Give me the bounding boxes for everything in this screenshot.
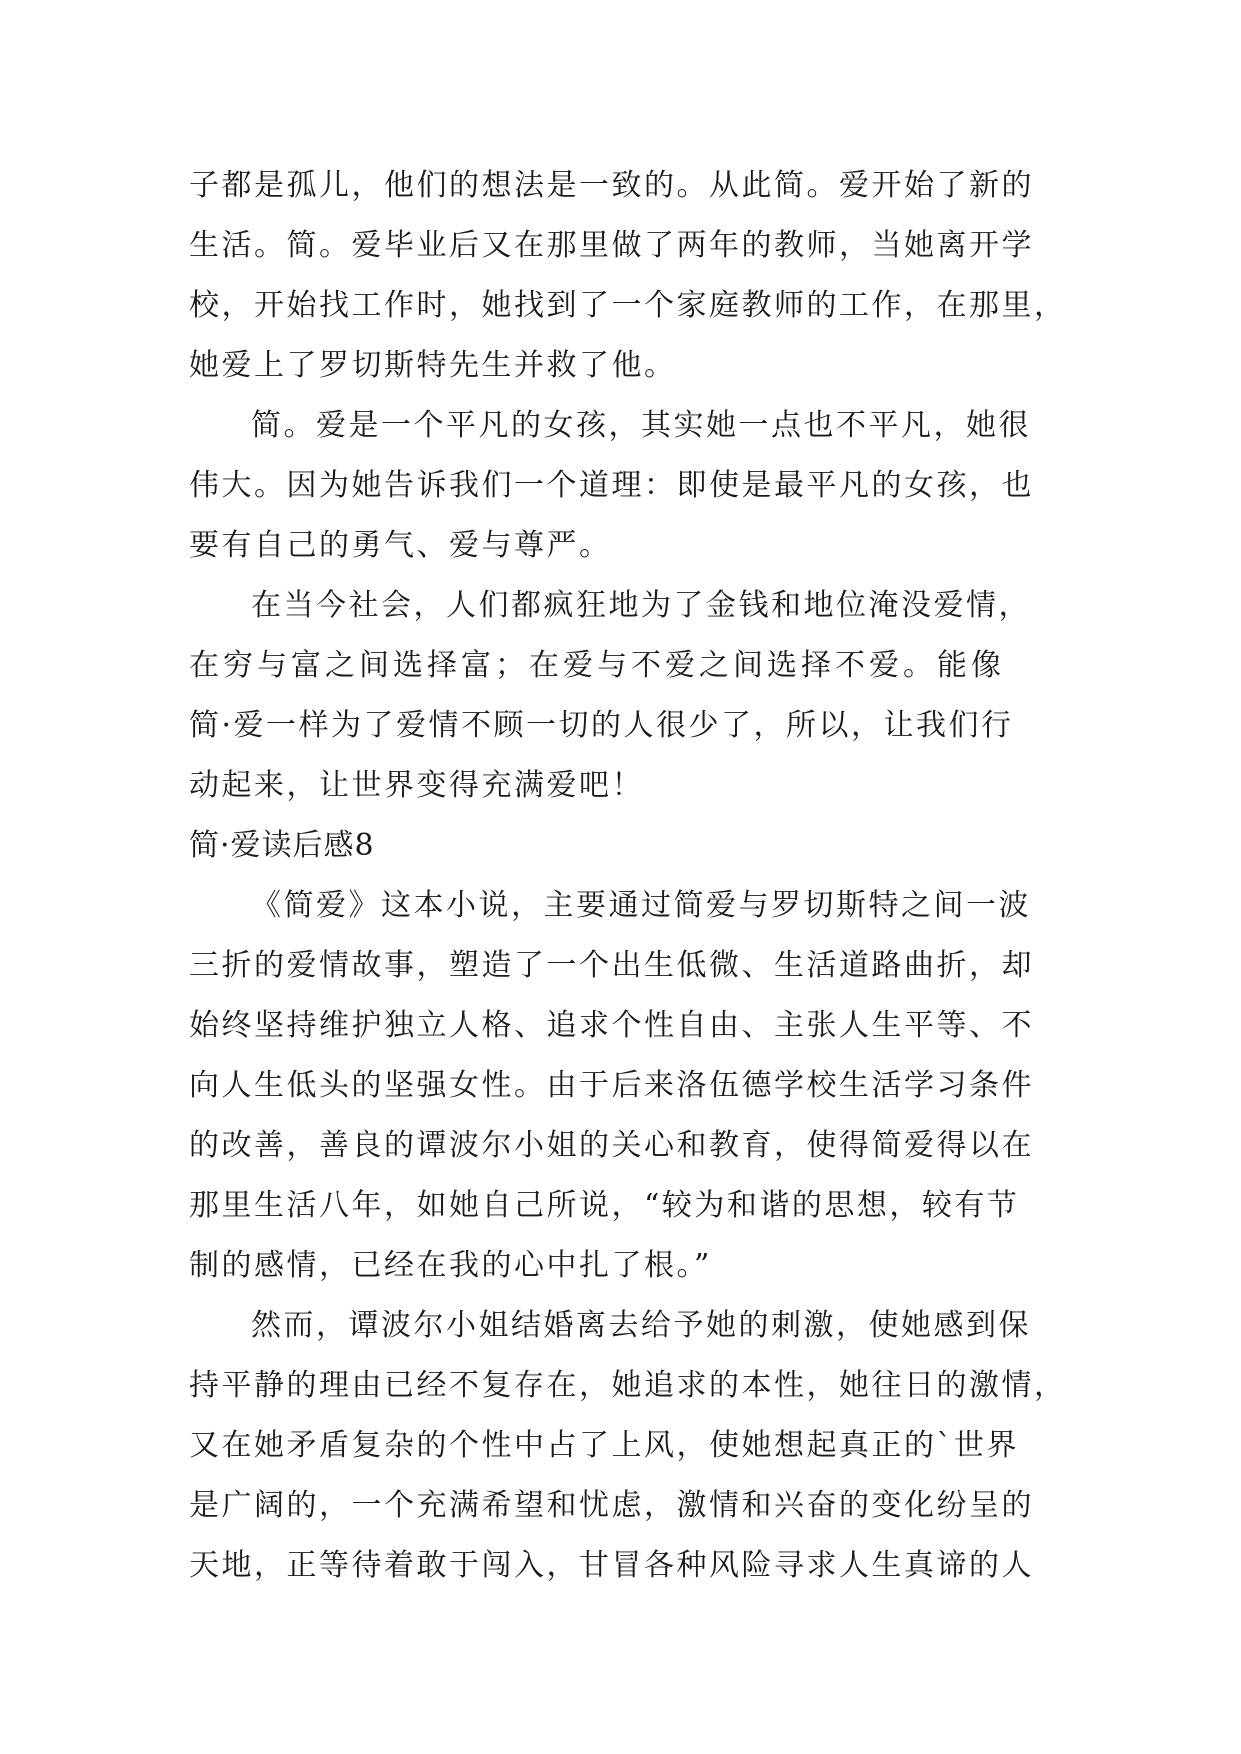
paragraph-line: 校，开始找工作时，她找到了一个家庭教师的工作，在那里， xyxy=(189,288,1067,323)
paragraph-line: 始终坚持维护独立人格、追求个性自由、主张人生平等、不 xyxy=(189,1008,1034,1043)
document-body xyxy=(189,156,1067,1596)
paragraph-line: 的改善，善良的谭波尔小姐的关心和教育，使得简爱得以在 xyxy=(189,1128,1034,1163)
paragraph-line: 在穷与富之间选择富；在爱与不爱之间选择不爱。能像 xyxy=(189,648,1005,683)
paragraph-first-line: 简。爱是一个平凡的女孩，其实她一点也不平凡，她很 xyxy=(251,408,1031,443)
paragraph-line: 三折的爱情故事，塑造了一个出生低微、生活道路曲折，却 xyxy=(189,948,1034,983)
paragraph-line: 天地，正等待着敢于闯入，甘冒各种风险寻求人生真谛的人 xyxy=(189,1548,1034,1583)
paragraph-first-line: 然而，谭波尔小姐结婚离去给予她的刺激，使她感到保 xyxy=(251,1308,1031,1343)
paragraph-line: 向人生低头的坚强女性。由于后来洛伍德学校生活学习条件 xyxy=(189,1068,1034,1103)
paragraph-line: 简·爱一样为了爱情不顾一切的人很少了，所以，让我们行 xyxy=(189,708,1014,743)
paragraph-line: 伟大。因为她告诉我们一个道理：即使是最平凡的女孩，也 xyxy=(189,468,1034,503)
paragraph-line: 动起来，让世界变得充满爱吧！ xyxy=(189,768,644,803)
section-heading: 简·爱读后感8 xyxy=(189,828,375,863)
paragraph-line: 制的感情，已经在我的心中扎了根。” xyxy=(189,1248,712,1283)
paragraph-line: 是广阔的，一个充满希望和忧虑，激情和兴奋的变化纷呈的 xyxy=(189,1488,1034,1523)
paragraph-line: 生活。简。爱毕业后又在那里做了两年的教师，当她离开学 xyxy=(189,228,1034,263)
paragraph-line: 要有自己的勇气、爱与尊严。 xyxy=(189,528,612,563)
paragraph-first-line: 在当今社会，人们都疯狂地为了金钱和地位淹没爱情， xyxy=(251,588,1031,623)
paragraph-first-line: 《简爱》这本小说，主要通过简爱与罗切斯特之间一波 xyxy=(251,888,1031,923)
paragraph-line: 持平静的理由已经不复存在，她追求的本性，她往日的激情， xyxy=(189,1368,1067,1403)
paragraph-line: 又在她矛盾复杂的个性中占了上风，使她想起真正的`世界 xyxy=(189,1428,1019,1463)
paragraph-line: 子都是孤儿，他们的想法是一致的。从此简。爱开始了新的 xyxy=(189,168,1034,203)
paragraph-line: 那里生活八年，如她自己所说，“较为和谐的思想，较有节 xyxy=(189,1188,1020,1223)
paragraph-line: 她爱上了罗切斯特先生并救了他。 xyxy=(189,348,677,383)
